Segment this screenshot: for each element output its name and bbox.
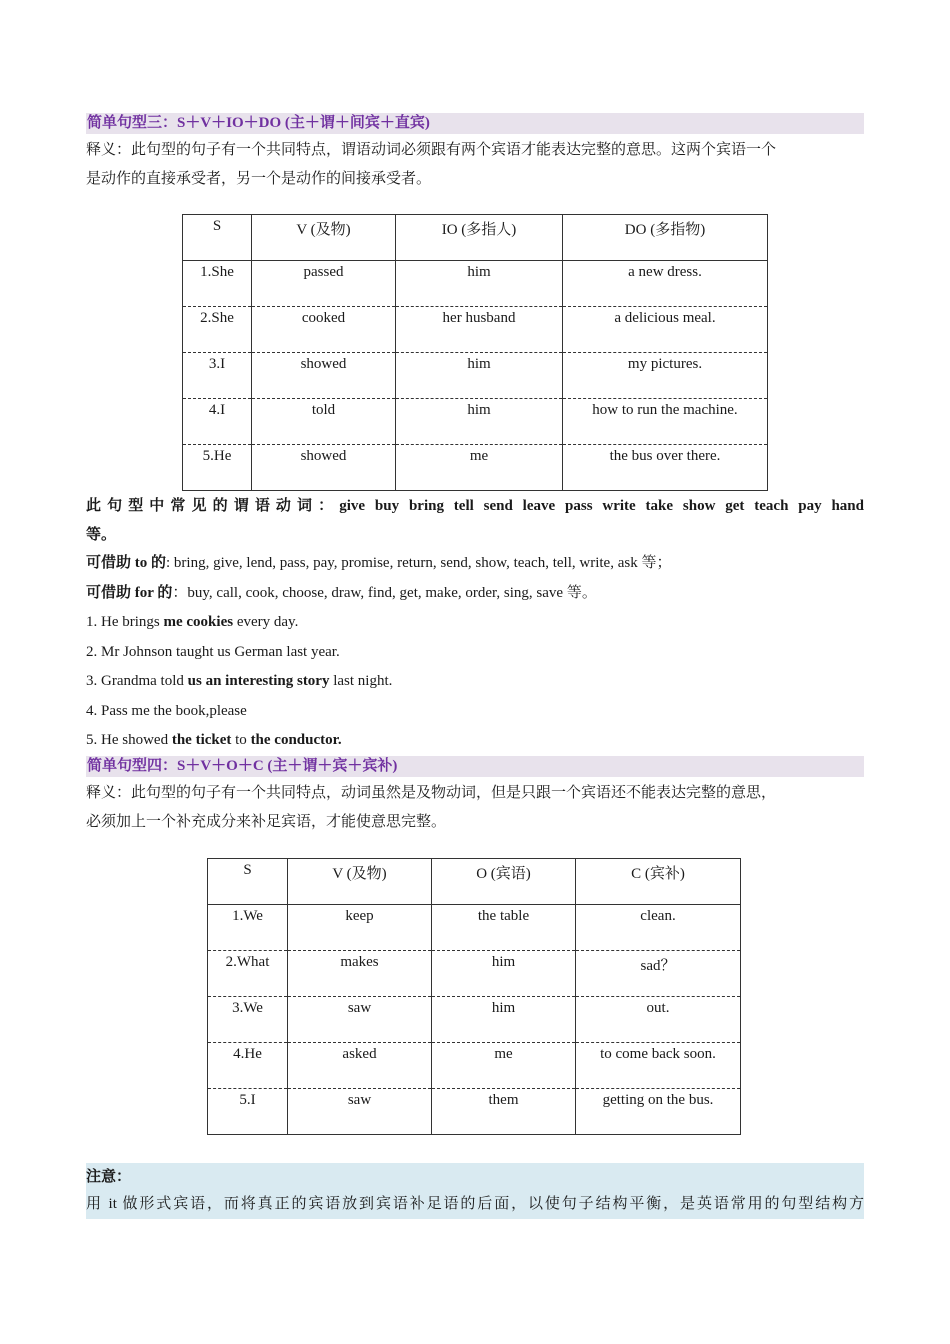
to-verbs-list: : bring, give, lend, pass, pay, promise, return, send, show, teach, tell, write, ask 等； [166, 555, 672, 571]
section3-desc-line2: 是动作的直接承受者，另一个是动作的间接承受者。 [86, 171, 432, 187]
cell-complement: out. [576, 996, 741, 1042]
cell-complement: sad？ [576, 950, 741, 996]
example-text: every day. [233, 614, 299, 630]
section4-title: 简单句型四：S＋V＋O＋C (主＋谓＋宾＋宾补) [86, 756, 864, 777]
cell-subject: 5.He [183, 445, 252, 491]
cell-subject: 2.What [208, 950, 288, 996]
cell-subject: 1.She [183, 261, 252, 307]
table-row [208, 950, 741, 996]
common-verbs-line: 此句型中常见的谓语动词：give buy bring tell send leave pass write take show get teach pay hand [86, 498, 864, 514]
cell-object: the table [432, 904, 576, 950]
cell-direct-object: how to run the machine. [563, 399, 768, 445]
cell-subject: 1.We [208, 904, 288, 950]
header-cell: C (宾补) [576, 858, 741, 904]
table-row [183, 353, 768, 399]
cell-object: him [432, 996, 576, 1042]
header-cell: O (宾语) [432, 858, 576, 904]
table-header-row [183, 215, 768, 261]
section4-desc-line2: 必须加上一个补充成分来补足宾语，才能使意思完整。 [86, 813, 447, 830]
example-text: 1. He brings [86, 614, 164, 630]
header-cell: V (及物) [252, 215, 396, 261]
section3-desc-line1: 释义：此句型的句子有一个共同特点，谓语动词必须跟有两个宾语才能表达完整的意思。这两个宾语一个 [86, 142, 777, 158]
svoc-table [207, 858, 741, 1135]
cell-verb: keep [288, 904, 432, 950]
table-row [208, 1042, 741, 1088]
cell-object: them [432, 1088, 576, 1134]
example-sentence [86, 667, 864, 697]
example-sentence [86, 697, 864, 727]
cell-direct-object: a delicious meal. [563, 307, 768, 353]
header-cell: S [183, 215, 252, 261]
note-text: 用 it 做形式宾语，而将真正的宾语放到宾语补足语的后面，以使句子结构平衡，是英语常用的句型结构方 [86, 1195, 864, 1212]
example-emphasis: us an interesting story [187, 673, 330, 689]
example-sentence [86, 726, 864, 756]
cell-verb: cooked [252, 307, 396, 353]
header-cell: DO (多指物) [563, 215, 768, 261]
table-row [208, 1088, 741, 1134]
cell-verb: passed [252, 261, 396, 307]
example-emphasis: the conductor. [250, 732, 342, 748]
cell-subject: 4.I [183, 399, 252, 445]
for-verbs-list: ：buy, call, cook, choose, draw, find, get, make, order, sing, save 等。 [172, 584, 597, 601]
table-row [183, 261, 768, 307]
cell-complement: getting on the bus. [576, 1088, 741, 1134]
section4-desc-line1: 释义：此句型的句子有一个共同特点，动词虽然是及物动词，但是只跟一个宾语还不能表达完整的意思， [86, 784, 777, 801]
to-verbs-label: 可借助 to 的 [86, 555, 166, 571]
example-emphasis: the ticket [171, 732, 232, 748]
cell-verb: showed [252, 445, 396, 491]
cell-verb: asked [288, 1042, 432, 1088]
cell-direct-object: my pictures. [563, 353, 768, 399]
cell-verb: saw [288, 996, 432, 1042]
cell-complement: clean. [576, 904, 741, 950]
header-cell: IO (多指人) [396, 215, 563, 261]
example-sentence [86, 608, 864, 638]
to-verbs-line [86, 549, 864, 579]
table-row [208, 904, 741, 950]
cell-subject: 5.I [208, 1088, 288, 1134]
cell-indirect-object: him [396, 261, 563, 307]
cell-object: him [432, 950, 576, 996]
cell-verb: makes [288, 950, 432, 996]
table-row [208, 996, 741, 1042]
for-verbs-label: 可借助 for 的 [86, 584, 173, 601]
cell-object: me [432, 1042, 576, 1088]
cell-verb: saw [288, 1088, 432, 1134]
cell-direct-object: a new dress. [563, 261, 768, 307]
example-text: 5. He showed [86, 732, 172, 748]
cell-verb: told [252, 399, 396, 445]
for-verbs-line [86, 579, 864, 609]
table-row [183, 307, 768, 353]
header-cell: V (及物) [288, 858, 432, 904]
note-title: 注意： [86, 1168, 132, 1185]
svo-io-do-table [182, 214, 768, 491]
cell-indirect-object: him [396, 399, 563, 445]
table-row [183, 399, 768, 445]
header-cell: S [208, 858, 288, 904]
table-row [183, 445, 768, 491]
example-sentence [86, 638, 864, 668]
cell-indirect-object: him [396, 353, 563, 399]
note-box [86, 1163, 864, 1219]
cell-complement: to come back soon. [576, 1042, 741, 1088]
cell-verb: showed [252, 353, 396, 399]
example-text: 3. Grandma told [86, 673, 188, 689]
cell-subject: 3.We [208, 996, 288, 1042]
cell-direct-object: the bus over there. [563, 445, 768, 491]
example-emphasis: me cookies [163, 614, 234, 630]
table-header-row [208, 858, 741, 904]
document-page [86, 113, 864, 1219]
cell-subject: 3.I [183, 353, 252, 399]
cell-subject: 2.She [183, 307, 252, 353]
cell-subject: 4.He [208, 1042, 288, 1088]
cell-indirect-object: her husband [396, 307, 563, 353]
common-verbs-end: 等。 [86, 527, 117, 543]
section3-title: 简单句型三：S＋V＋IO＋DO (主＋谓＋间宾＋直宾) [86, 113, 864, 134]
example-text: last night. [329, 673, 393, 689]
example-text: to [231, 732, 251, 748]
example-text: 4. Pass me the book,please [86, 702, 247, 719]
cell-indirect-object: me [396, 445, 563, 491]
example-text: 2. Mr Johnson taught us German last year. [86, 643, 340, 660]
